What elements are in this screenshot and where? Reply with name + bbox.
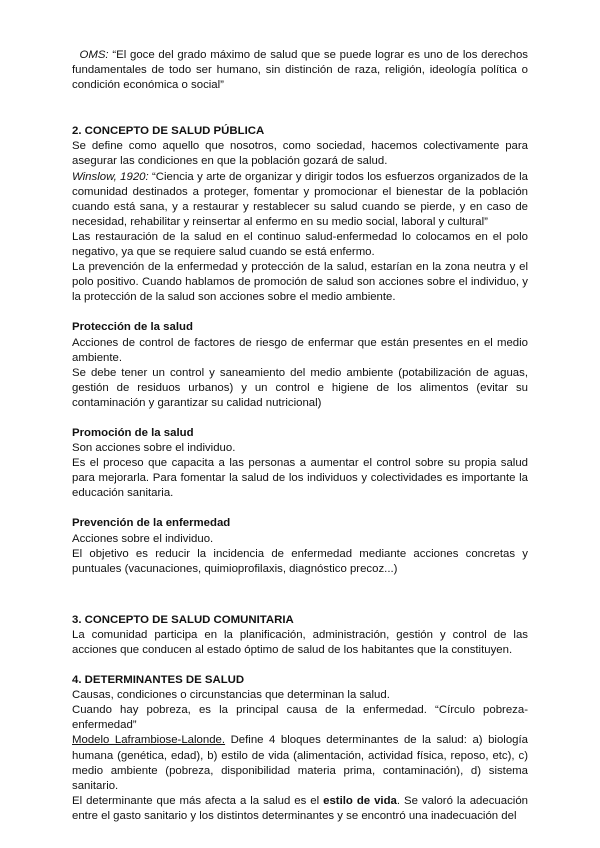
promocion-p2: Es el proceso que capacita a las personas a aumentar el control sobre su propia salud para mejorarla. Para fomentar la salud de los individuos y colectividades es importante la educación sanitaria. bbox=[72, 457, 528, 500]
p4-bold: estilo de vida bbox=[323, 794, 397, 807]
restauracion-paragraph: Las restauración de la salud en el continuo salud-enfermedad lo colocamos en el polo negativo, ya que se requiere salud cuando se está enfermo. bbox=[72, 230, 528, 259]
section-2-heading: 2. CONCEPTO DE SALUD PÚBLICA bbox=[72, 125, 265, 138]
prevencion-p1: Acciones sobre el individuo. bbox=[72, 532, 214, 545]
p4-end: . Se valoró la adecuación entre el gasto sanitario y los distintos determinantes y se encontró una inadecuación del bbox=[72, 794, 528, 822]
modelo-paragraph bbox=[72, 733, 528, 793]
proteccion-heading: Protección de la salud bbox=[72, 321, 193, 334]
promocion-heading: Promoción de la salud bbox=[72, 426, 194, 439]
proteccion-p1: Acciones de control de factores de riesgo de enfermar que están presentes en el medio ambiente. bbox=[72, 336, 528, 364]
section-3-heading: 3. CONCEPTO DE SALUD COMUNITARIA bbox=[72, 613, 294, 626]
proteccion-p2: Se debe tener un control y saneamiento del medio ambiente (potabilización de aguas, gestión de residuos urbanos) y un control e higiene de los alimentos (evitar su contaminación y garantizar su calidad nutricional) bbox=[72, 366, 528, 409]
section-4-heading: 4. DETERMINANTES DE SALUD bbox=[72, 674, 245, 687]
section-4-p4 bbox=[72, 794, 528, 824]
modelo-label: Modelo Laframbiose-Lalonde. bbox=[72, 734, 226, 747]
oms-text: “El goce del grado máximo de salud que se puede lograr es uno de los derechos fundamentales de todo ser humano, sin distinción de raza, religión, ideología política o condición económica o social” bbox=[72, 49, 528, 92]
document-body bbox=[72, 48, 528, 824]
winslow-quote bbox=[72, 170, 528, 230]
section-4-p1: Causas, condiciones o circunstancias que determinan la salud. bbox=[72, 689, 390, 702]
winslow-text: “Ciencia y arte de organizar y dirigir todos los esfuerzos organizados de la comunidad destinados a proteger, fomentar y promocionar el bienestar de la población cuando está sana, y a restaurar y restablecer su salud cuando se pierde, y en caso de necesidad, rehabilitar y reinsertar al enfermo en su medio social, laboral y cultural” bbox=[72, 170, 528, 228]
section-3-p1: La comunidad participa en la planificación, administración, gestión y control de las acciones que conducen al estado óptimo de salud de los habitantes que la constituyen. bbox=[72, 628, 528, 656]
section-2-intro: Se define como aquello que nosotros, como sociedad, hacemos colectivamente para asegurar las condiciones en que la población gozará de salud. bbox=[72, 140, 528, 168]
oms-quote bbox=[72, 48, 528, 93]
oms-label: OMS: bbox=[79, 49, 109, 61]
prevencion-heading: Prevención de la enfermedad bbox=[72, 517, 231, 530]
prevencion-p2: El objetivo es reducir la incidencia de enfermedad mediante acciones concretas y puntuales (vacunaciones, quimioprofilaxis, diagnóstico precoz...) bbox=[72, 547, 528, 575]
section-4-p2: Cuando hay pobreza, es la principal causa de la enfermedad. “Círculo pobreza-enfermedad” bbox=[72, 704, 528, 732]
winslow-label: Winslow, 1920: bbox=[72, 170, 149, 183]
p4-start: El determinante que más afecta a la salud es el bbox=[72, 794, 324, 807]
promocion-p1: Son acciones sobre el individuo. bbox=[72, 442, 236, 455]
modelo-text: Define 4 bloques determinantes de la salud: a) biología humana (genética, edad), b) estilo de vida (alimentación, actividad física, reposo, etc), c) medio ambiente (pobreza, disponibilidad materia prima, contaminación), d) sistema sanitario. bbox=[72, 734, 528, 792]
prevencion-paragraph: La prevención de la enfermedad y protección de la salud, estarían en la zona neutra y el polo positivo. Cuando hablamos de promoción de salud son acciones sobre el individuo, y la protección de la salud son acciones sobre el medio ambiente. bbox=[72, 261, 528, 304]
